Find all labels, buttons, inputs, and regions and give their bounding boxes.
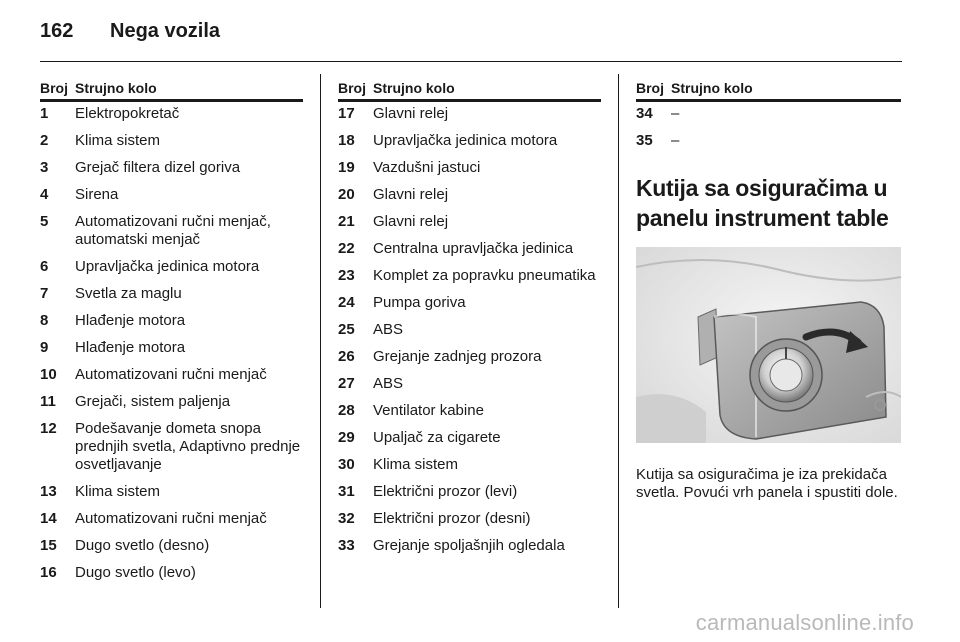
fuse-number: 22 (338, 240, 355, 257)
fuse-table-column-2 (338, 80, 601, 564)
watermark: carmanualsonline.info (695, 610, 914, 635)
fuse-number: 15 (40, 537, 57, 554)
fuse-number: 29 (338, 429, 355, 446)
fuse-number: 24 (338, 294, 355, 311)
fuse-number: 13 (40, 483, 57, 500)
fuse-row (338, 429, 601, 447)
fuse-number: 21 (338, 213, 355, 230)
fuse-circuit: ABS (373, 375, 404, 392)
fuse-circuit: – (671, 105, 680, 122)
fuse-number: 11 (40, 393, 56, 410)
fuse-number: 7 (40, 285, 49, 302)
fuse-row (338, 456, 601, 474)
fuse-circuit: Grejač filtera dizel goriva (75, 159, 241, 176)
header-circuit: Strujno kolo (373, 80, 455, 96)
fuse-row (40, 483, 303, 501)
fuse-row (338, 267, 601, 285)
fuse-number: 3 (40, 159, 49, 176)
fuse-circuit: Grejanje zadnjeg prozora (373, 348, 542, 365)
fuse-row (40, 105, 303, 123)
fuse-number: 18 (338, 132, 355, 149)
fuse-number: 19 (338, 159, 355, 176)
section-title: Kutija sa osiguračima u panelu instrument table (636, 175, 889, 231)
fuse-row (338, 240, 601, 258)
fuse-number: 28 (338, 402, 355, 419)
page-number: 162 (40, 20, 74, 42)
fuse-number: 14 (40, 510, 57, 527)
header-circuit: Strujno kolo (671, 80, 753, 96)
fuse-number: 25 (338, 321, 355, 338)
fuse-circuit: Hlađenje motora (75, 339, 186, 356)
fuse-row (40, 312, 303, 330)
fuse-row (338, 375, 601, 393)
fuse-number: 16 (40, 564, 57, 581)
header-rule (40, 61, 902, 62)
fuse-row (40, 366, 303, 384)
fuse-row (40, 510, 303, 528)
fuse-number: 2 (40, 132, 49, 149)
fuse-number: 23 (338, 267, 355, 284)
fuse-row (338, 186, 601, 204)
fuse-row (40, 420, 303, 474)
fuse-number: 8 (40, 312, 49, 329)
fuse-circuit: Centralna upravljačka jedinica (373, 240, 574, 257)
fuse-table-column-3 (636, 80, 901, 502)
column-divider (320, 74, 321, 608)
fuse-circuit: Podešavanje dometa snopa prednjih svetla, Adaptivno prednje osvetljavanje (75, 420, 301, 473)
fuse-row (338, 510, 601, 528)
fuse-number: 9 (40, 339, 49, 356)
fuse-circuit: Automatizovani ručni menjač (75, 510, 267, 527)
fuse-row (40, 339, 303, 357)
fuse-circuit: Ventilator kabine (373, 402, 484, 419)
fuse-circuit: Pumpa goriva (373, 294, 466, 311)
fuse-circuit: Sirena (75, 186, 119, 203)
fuse-number: 4 (40, 186, 49, 203)
fuse-circuit: Klima sistem (373, 456, 459, 473)
fuse-number: 6 (40, 258, 49, 275)
fuse-number: 32 (338, 510, 355, 527)
fuse-circuit: Električni prozor (levi) (373, 483, 518, 500)
fuse-row (338, 105, 601, 123)
fuse-circuit: Glavni relej (373, 186, 449, 203)
page-title: Nega vozila (110, 20, 221, 42)
header-num: Broj (338, 80, 366, 96)
fuse-circuit: Automatizovani ručni menjač (75, 366, 267, 383)
header-num: Broj (40, 80, 68, 96)
fuse-number: 1 (40, 105, 49, 122)
fuse-number: 30 (338, 456, 355, 473)
fuse-circuit: Automatizovani ručni menjač, automatski menjač (75, 213, 271, 248)
fuse-row (40, 393, 303, 411)
fuse-row (338, 402, 601, 420)
fuse-row (40, 258, 303, 276)
header-circuit: Strujno kolo (75, 80, 157, 96)
fuse-number: 12 (40, 420, 57, 437)
fuse-row (636, 132, 901, 150)
fuse-number: 31 (338, 483, 355, 500)
fuse-circuit: – (671, 132, 680, 149)
fuse-number: 20 (338, 186, 355, 203)
fuse-circuit: Grejanje spoljašnjih ogledala (373, 537, 565, 554)
page-header (40, 20, 220, 50)
fuse-row (338, 537, 601, 555)
fuse-row (40, 159, 303, 177)
fuse-circuit: Grejači, sistem paljenja (75, 393, 231, 410)
fuse-row (338, 294, 601, 312)
fuse-circuit: Dugo svetlo (levo) (75, 564, 196, 581)
fuse-row (40, 186, 303, 204)
fuse-row (338, 348, 601, 366)
fuse-number: 26 (338, 348, 355, 365)
fuse-row (40, 132, 303, 150)
fuse-circuit: Hlađenje motora (75, 312, 186, 329)
fuse-rows (636, 105, 901, 150)
fuse-number: 34 (636, 105, 653, 122)
fuse-circuit: Upaljač za cigarete (373, 429, 501, 446)
fuse-row (338, 213, 601, 231)
fuse-row (636, 105, 901, 123)
fuse-row (40, 537, 303, 555)
fuse-rows (40, 105, 303, 582)
table-header (338, 80, 601, 102)
fuse-circuit: Električni prozor (desni) (373, 510, 531, 527)
fuse-circuit: Klima sistem (75, 483, 161, 500)
fuse-row (338, 483, 601, 501)
fuse-row (40, 564, 303, 582)
figure-caption: Kutija sa osiguračima je iza prekidača svetla. Povući vrh panela i spustiti dole. (636, 466, 898, 501)
fuse-rows (338, 105, 601, 555)
fuse-number: 35 (636, 132, 653, 149)
column-divider (618, 74, 619, 608)
table-header (40, 80, 303, 102)
fuse-number: 5 (40, 213, 49, 230)
fuse-number: 27 (338, 375, 355, 392)
fuse-row (338, 132, 601, 150)
fuse-row (40, 285, 303, 303)
fuse-circuit: Glavni relej (373, 105, 449, 122)
fuse-circuit: Komplet za popravku pneumatika (373, 267, 596, 284)
fuse-circuit: Glavni relej (373, 213, 449, 230)
fuse-circuit: Klima sistem (75, 132, 161, 149)
fuse-circuit: Elektropokretač (75, 105, 180, 122)
fuse-circuit: Dugo svetlo (desno) (75, 537, 210, 554)
fuse-circuit: Vazdušni jastuci (373, 159, 481, 176)
fuse-row (40, 213, 303, 249)
fuse-number: 33 (338, 537, 355, 554)
fuse-box-illustration (636, 247, 901, 443)
fuse-table-column-1 (40, 80, 303, 591)
fuse-circuit: Upravljačka jedinica motora (75, 258, 260, 275)
fuse-number: 10 (40, 366, 57, 383)
fuse-row (338, 159, 601, 177)
fuse-circuit: ABS (373, 321, 404, 338)
fuse-circuit: Svetla za maglu (75, 285, 182, 302)
header-num: Broj (636, 80, 664, 96)
fuse-circuit: Upravljačka jedinica motora (373, 132, 558, 149)
fuse-number: 17 (338, 105, 355, 122)
fuse-row (338, 321, 601, 339)
table-header (636, 80, 901, 102)
